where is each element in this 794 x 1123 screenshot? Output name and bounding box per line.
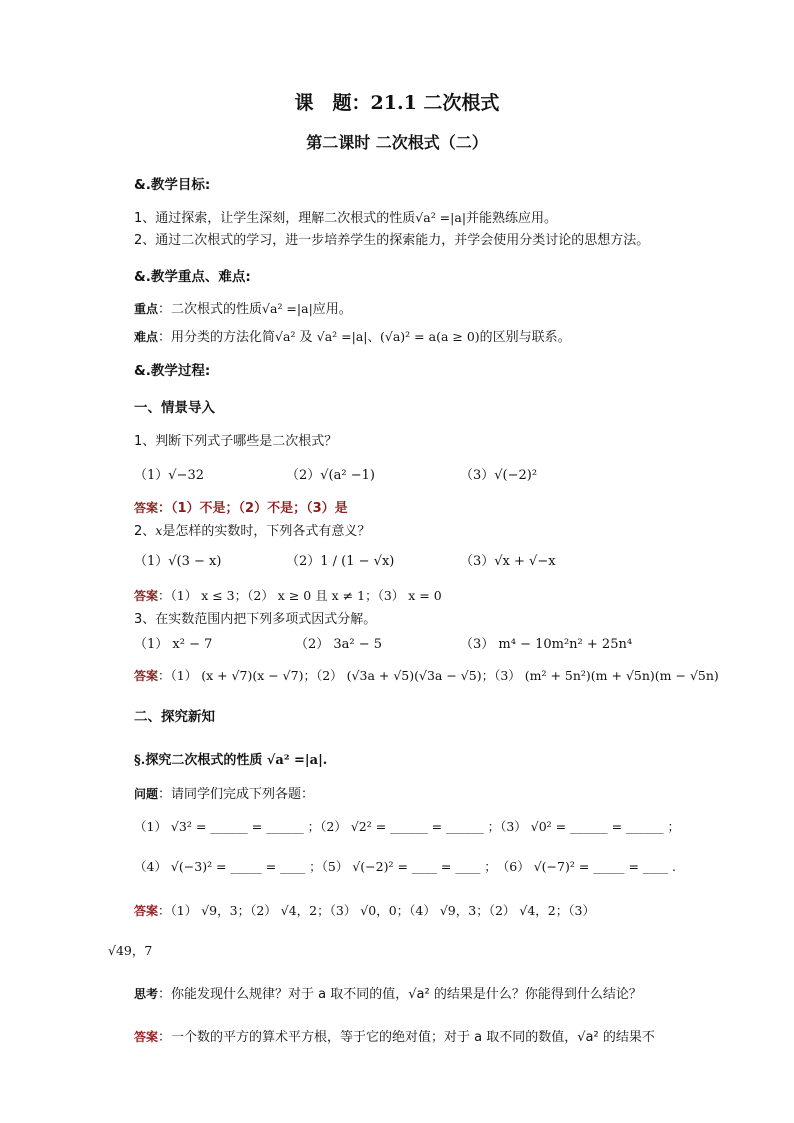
q3-option-2: （2） 3a² − 5 — [295, 637, 383, 652]
explore-heading: §.探究二次根式的性质 √a² =|a|. — [134, 753, 328, 768]
objective-1: 1、通过探索，让学生深刻，理解二次根式的性质√a² =|a|并能熟练应用。 — [134, 210, 558, 226]
keypoints-heading: &.教学重点、难点: — [134, 269, 251, 285]
difficulty-line: 难点：用分类的方法化简√a² 及 √a² =|a|、(√a)² = a(a ≥ 0)的区别与联系。 — [134, 329, 571, 345]
focus-line: 重点：二次根式的性质√a² =|a|应用。 — [134, 301, 352, 317]
exercise-answer-line-1: 答案：（1） √9，3；（2） √4，2；（3） √0，0；（4） √9，3；（2） √4，2；（3） — [134, 903, 595, 918]
answer-3: 答案：（1） (x + √7)(x − √7)；（2） (√3a + √5)(√3a − √5)；（3） (m² + 5n²)(m + √5n)(m − √5n) — [134, 668, 719, 683]
q3-option-3: （3） m⁴ − 10m²n² + 25n⁴ — [460, 637, 633, 652]
q1-option-2: （2）√(a² −1) — [286, 468, 375, 483]
answer-2: 答案：（1） x ≤ 3；（2） x ≥ 0 且 x ≠ 1；（3） x = 0 — [134, 588, 442, 603]
objectives-heading: &.教学目标: — [134, 177, 211, 193]
page-subtitle: 第二课时 二次根式（二） — [306, 133, 488, 152]
q1-option-1: （1）√−32 — [134, 468, 204, 483]
process-heading: &.教学过程: — [134, 363, 211, 379]
think-answer-line: 答案：一个数的平方的算术平方根，等于它的绝对值；对于 a 取不同的数值，√a² 的结果不 — [134, 1030, 655, 1045]
exercise-row-1: （1） √3² = ______ = ______ ；（2） √2² = ______ = ______ ；（3） √0² = ______ = ______ ； — [134, 819, 681, 834]
page-title: 课 题：21.1 二次根式 — [294, 92, 500, 114]
q1-option-3: （3）√(−2)² — [460, 468, 538, 483]
problem-line: 问题：请同学们完成下列各题： — [134, 787, 315, 802]
question-3: 3、在实数范围内把下列多项式因式分解。 — [134, 612, 377, 627]
section2-heading: 二、探究新知 — [134, 709, 215, 725]
think-line: 思考：你能发现什么规律？对于 a 取不同的值，√a² 的结果是什么？你能得到什么结论？ — [134, 987, 642, 1002]
q2-option-1: （1）√(3 − x) — [134, 554, 222, 569]
objective-2: 2、通过二次根式的学习，进一步培养学生的探索能力，并学会使用分类讨论的思想方法。 — [134, 233, 650, 248]
q2-option-2: （2）1 / (1 − √x) — [286, 554, 395, 569]
q2-option-3: （3）√x + √−x — [460, 554, 556, 569]
question-1: 1、判断下列式子哪些是二次根式？ — [134, 434, 338, 449]
exercise-row-2: （4） √(−3)² = _____ = ____ ；（5） √(−2)² = ____ = ____ ； （6） √(−7)² = _____ = ____ . — [134, 859, 676, 874]
exercise-answer-line-2: √49，7 — [108, 943, 153, 958]
question-2: 2、x是怎样的实数时，下列各式有意义？ — [134, 523, 371, 539]
q3-option-1: （1） x² − 7 — [134, 637, 213, 652]
section1-heading: 一、情景导入 — [134, 400, 215, 416]
answer-1: 答案：（1）不是；（2）不是；（3）是 — [134, 501, 348, 516]
